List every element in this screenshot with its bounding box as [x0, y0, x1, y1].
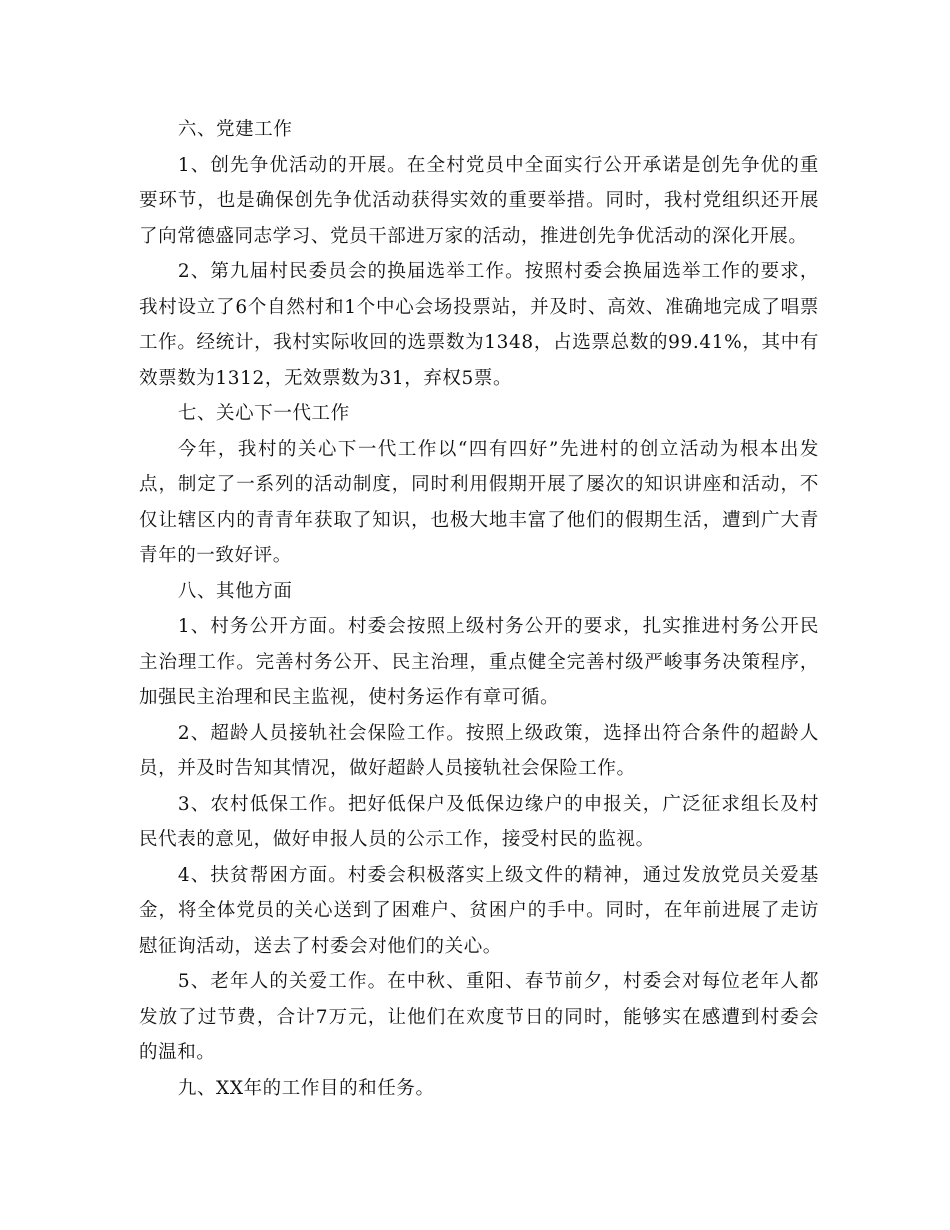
paragraph-elderly-care: 5、老年人的关爱工作。在中秋、重阳、春节前夕，村委会对每位老年人都发放了过节费，合计7万元，让他们在欢度节日的同时，能够实在感遭到村委会的温和。: [139, 971, 819, 1063]
heading-other-aspects: 八、其他方面: [177, 580, 293, 602]
paragraph-next-generation: 今年，我村的关心下一代工作以“四有四好”先进村的创立活动为根本出发点，制定了一系列的活动制度，同时利用假期开展了屡次的知识讲座和活动，不仅让辖区内的青青年获取了知识，也极大地丰富了他们的假期生活，遭到广大青青年的一致好评。: [139, 438, 819, 566]
paragraph-election: 2、第九届村民委员会的换届选举工作。按照村委会换届选举工作的要求，我村设立了6个自然村和1个中心会场投票站，并及时、高效、准确地完成了唱票工作。经统计，我村实际收回的选票数为1348，占选票总数的99.41%，其中有效票数为1312，无效票数为31，弃权5票。: [139, 261, 819, 389]
heading-party-building: 六、党建工作: [177, 119, 293, 140]
paragraph-poverty-relief: 4、扶贫帮困方面。村委会积极落实上级文件的精神，通过发放党员关爱基金，将全体党员的关心送到了困难户、贫困户的手中。同时，在年前进展了走访慰征询活动，送去了村委会对他们的关心。: [139, 864, 819, 957]
paragraph-village-affairs: 1、村务公开方面。村委会按照上级村务公开的要求，扎实推进村务公开民主治理工作。完善村务公开、民主治理，重点健全完善村级严峻事务决策程序，加强民主治理和民主监视，使村务运作有章可循。: [139, 616, 819, 708]
paragraph-excellence-campaign: 1、创先争优活动的开展。在全村党员中全面实行公开承诺是创先争优的重要环节，也是确保创先争优活动获得实效的重要举措。同时，我村党组织还开展了向常德盛同志学习、党员干部进万家的活动，推进创先争优活动的深化开展。: [139, 154, 819, 247]
paragraph-social-insurance: 2、超龄人员接轨社会保险工作。按照上级政策，选择出符合条件的超龄人员，并及时告知其情况，做好超龄人员接轨社会保险工作。: [139, 722, 819, 779]
document-body: [139, 112, 819, 1106]
heading-goals: 九、XX年的工作目的和任务。: [177, 1077, 435, 1099]
heading-next-generation: 七、关心下一代工作: [177, 403, 350, 424]
paragraph-low-income: 3、农村低保工作。把好低保户及低保边缘户的申报关，广泛征求组长及村民代表的意见，做好申报人员的公示工作，接受村民的监视。: [139, 793, 819, 850]
